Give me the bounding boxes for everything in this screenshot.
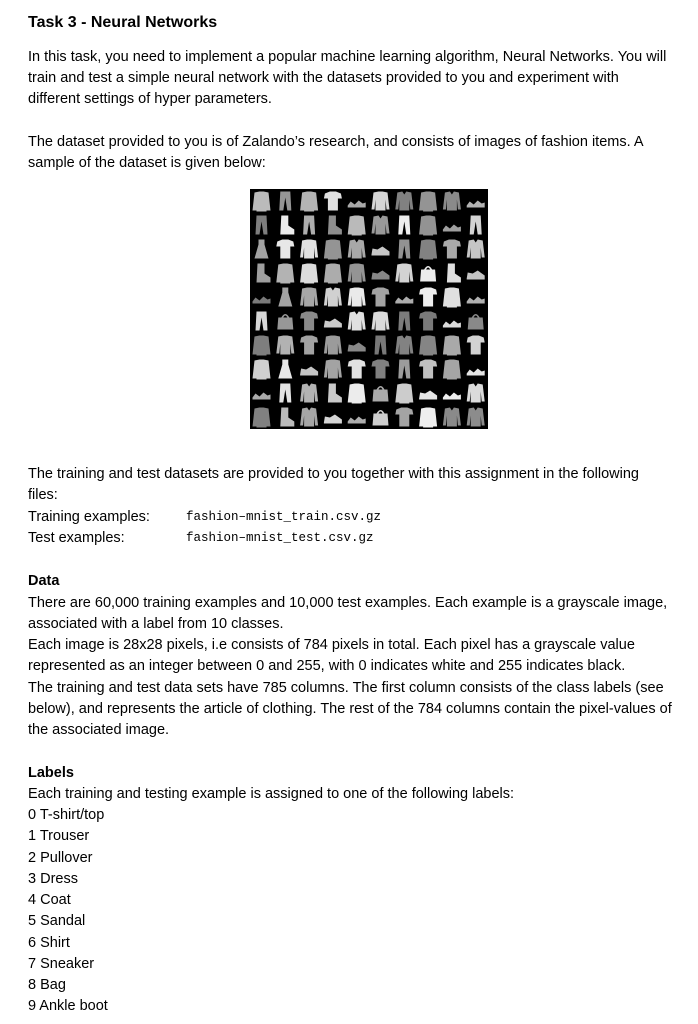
coat-thumbnail: [253, 360, 271, 380]
coat-thumbnail: [253, 336, 271, 356]
data-line: the associated image.: [28, 722, 170, 738]
pullover-thumbnail: [300, 288, 318, 307]
pullover-thumbnail: [324, 360, 342, 379]
label-item: 5 Sandal: [28, 913, 86, 929]
data-line: associated with a label from 10 classes.: [28, 616, 284, 632]
pullover-thumbnail: [324, 336, 342, 355]
pullover-thumbnail: [372, 192, 390, 211]
coat-thumbnail: [300, 264, 318, 284]
files-line: files:: [28, 487, 58, 503]
label-item: 1 Trouser: [28, 828, 90, 844]
label-item: 2 Pullover: [28, 850, 93, 866]
coat-thumbnail: [300, 192, 318, 212]
label-item: 9 Ankle boot: [28, 998, 108, 1014]
coat-thumbnail: [253, 408, 271, 428]
fashion-mnist-sample-image: [250, 189, 488, 429]
data-line: Each image is 28x28 pixels, i.e consists of 784 pixels in total. Each pixel has a grayscale value: [28, 637, 635, 653]
data-line: The training and test data sets have 785 columns. The first column consists of the class labels (see: [28, 680, 664, 696]
coat-thumbnail: [419, 216, 437, 236]
coat-thumbnail: [419, 336, 437, 356]
coat-thumbnail: [348, 216, 366, 236]
label-item: 8 Bag: [28, 977, 66, 993]
coat-thumbnail: [443, 336, 461, 356]
pullover-thumbnail: [395, 264, 413, 283]
label-item: 0 T-shirt/top: [28, 807, 105, 823]
coat-thumbnail: [443, 360, 461, 380]
test-examples-label: Test examples:: [28, 530, 125, 546]
pullover-thumbnail: [300, 240, 318, 259]
coat-thumbnail: [443, 288, 461, 308]
coat-thumbnail: [276, 264, 294, 284]
pullover-thumbnail: [348, 288, 366, 307]
data-line: represented as an integer between 0 and 255, with 0 indicates white and 255 indicates black.: [28, 658, 626, 674]
label-item: 4 Coat: [28, 892, 71, 908]
dataset-line: sample of the dataset is given below:: [28, 155, 266, 171]
pullover-thumbnail: [372, 312, 390, 331]
labels-intro: Each training and testing example is assigned to one of the following labels:: [28, 786, 515, 802]
coat-thumbnail: [419, 192, 437, 212]
coat-thumbnail: [253, 192, 271, 212]
coat-thumbnail: [419, 240, 437, 260]
label-item: 3 Dress: [28, 871, 78, 887]
dataset-line: The dataset provided to you is of Zalando’s research, and consists of images of fashion items. A: [28, 134, 644, 150]
data-heading: Data: [28, 573, 60, 589]
coat-thumbnail: [324, 264, 342, 284]
coat-thumbnail: [419, 408, 437, 428]
data-line: below), and represents the article of clothing. The rest of the 784 columns contain the pixel-values of: [28, 701, 672, 717]
intro-line: In this task, you need to implement a popular machine learning algorithm, Neural Networks. You will: [28, 49, 667, 65]
coat-thumbnail: [324, 240, 342, 260]
task-title: Task 3 - Neural Networks: [28, 14, 218, 31]
data-line: There are 60,000 training examples and 10,000 test examples. Each example is a grayscale image,: [28, 595, 668, 611]
pullover-thumbnail: [276, 336, 294, 355]
coat-thumbnail: [348, 384, 366, 404]
label-item: 7 Sneaker: [28, 956, 95, 972]
intro-line: train and test a simple neural network with the datasets provided to you and experiment with: [28, 70, 619, 86]
coat-thumbnail: [395, 384, 413, 404]
pullover-thumbnail: [348, 264, 366, 283]
intro-line: different settings of hyper parameters.: [28, 91, 272, 107]
training-file-name: fashion–mnist_train.csv.gz: [186, 510, 382, 524]
test-file-name: fashion–mnist_test.csv.gz: [186, 531, 374, 545]
training-examples-label: Training examples:: [28, 509, 150, 525]
files-line: The training and test datasets are provided to you together with this assignment in the following: [28, 466, 639, 482]
labels-heading: Labels: [28, 765, 74, 781]
label-item: 6 Shirt: [28, 935, 70, 951]
